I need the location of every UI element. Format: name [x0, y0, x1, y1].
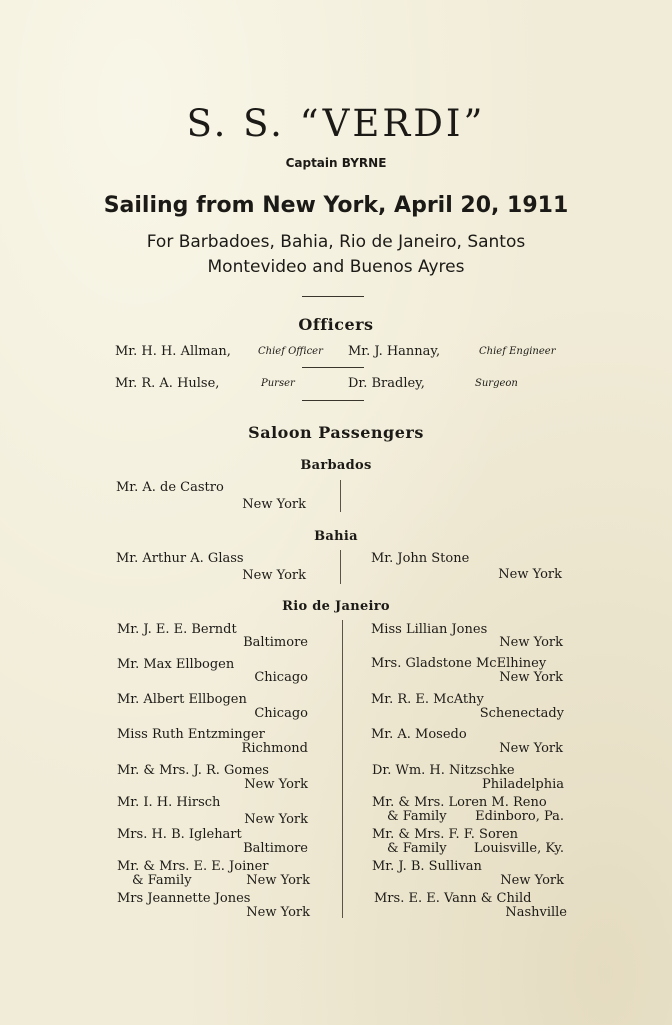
rio-heading: Rio de Janeiro	[282, 599, 390, 614]
officer-title: Chief Officer	[258, 346, 323, 357]
passenger-city: New York	[498, 567, 562, 582]
column-divider	[340, 550, 341, 584]
barbados-heading: Barbados	[300, 458, 372, 473]
passenger-city: Chicago	[254, 670, 308, 685]
passenger-name: Mrs. H. B. Iglehart	[117, 827, 242, 842]
passenger-city: Edinboro, Pa.	[475, 809, 564, 824]
passenger-note: & Family	[387, 841, 447, 856]
passenger-city: Chicago	[254, 706, 308, 721]
officer-title: Surgeon	[475, 378, 518, 389]
passenger-name: Mr. A. de Castro	[116, 480, 224, 495]
passenger-name: Mr. R. E. McAthy	[371, 692, 484, 707]
bahia-heading: Bahia	[314, 529, 358, 544]
passenger-city: Baltimore	[243, 841, 308, 856]
passenger-name: Mrs. E. E. Vann & Child	[374, 891, 532, 906]
destinations-line-1: For Barbadoes, Bahia, Rio de Janeiro, Santos	[146, 232, 526, 252]
divider-rule	[302, 367, 364, 368]
passenger-name: Mrs. Gladstone McElhiney	[371, 656, 547, 671]
officer-title: Purser	[261, 378, 295, 389]
officer-title: Chief Engineer	[479, 346, 556, 357]
officer-name: Mr. J. Hannay,	[348, 344, 441, 359]
divider-rule	[302, 400, 364, 401]
passenger-city: Philadelphia	[482, 777, 564, 792]
passenger-city: New York	[499, 670, 563, 685]
passenger-city: New York	[244, 812, 308, 827]
passenger-name: Mr. & Mrs. E. E. Joiner	[117, 859, 269, 874]
passenger-city: Richmond	[241, 741, 308, 756]
sailing-line: Sailing from New York, April 20, 1911	[103, 193, 569, 218]
column-divider	[342, 620, 343, 918]
officers-heading: Officers	[298, 315, 374, 334]
passenger-city: New York	[242, 497, 306, 512]
passenger-name: Dr. Wm. H. Nitzschke	[372, 763, 515, 778]
passenger-name: Mrs Jeannette Jones	[117, 891, 251, 906]
passenger-name: Mr. Max Ellbogen	[117, 657, 235, 672]
passenger-name: Mr. Arthur A. Glass	[116, 551, 244, 566]
passenger-name: Mr. I. H. Hirsch	[117, 795, 221, 810]
passenger-city: Nashville	[505, 905, 567, 920]
passenger-name: Mr. A. Mosedo	[371, 727, 467, 742]
passenger-name: Miss Ruth Entzminger	[117, 727, 265, 742]
passenger-name: Mr. John Stone	[371, 551, 470, 566]
column-divider	[340, 480, 341, 512]
passenger-city: New York	[246, 905, 310, 920]
passenger-name: Miss Lillian Jones	[371, 622, 488, 637]
passenger-name: Mr. & Mrs. F. F. Soren	[372, 827, 519, 842]
captain-name: Captain BYRNE	[285, 156, 387, 170]
passenger-city: Baltimore	[243, 635, 308, 650]
destinations-line-2: Montevideo and Buenos Ayres	[207, 257, 465, 277]
passenger-name: Mr. & Mrs. J. R. Gomes	[117, 763, 269, 778]
ship-name: S. S. “VERDI”	[186, 102, 486, 145]
officer-name: Mr. H. H. Allman,	[115, 344, 231, 359]
passenger-city: New York	[499, 741, 563, 756]
passenger-name: Mr. & Mrs. Loren M. Reno	[372, 795, 547, 810]
passenger-note: & Family	[132, 873, 192, 888]
passenger-city: New York	[242, 568, 306, 583]
passenger-city: New York	[244, 777, 308, 792]
passenger-city: Louisville, Ky.	[473, 841, 564, 856]
officer-name: Dr. Bradley,	[348, 376, 425, 391]
passenger-name: Mr. J. E. E. Berndt	[117, 622, 237, 637]
passenger-name: Mr. Albert Ellbogen	[117, 692, 247, 707]
passenger-city: New York	[499, 635, 563, 650]
saloon-heading: Saloon Passengers	[248, 423, 424, 442]
passenger-city: New York	[246, 873, 310, 888]
divider-rule	[302, 296, 364, 297]
passenger-note: & Family	[387, 809, 447, 824]
passenger-name: Mr. J. B. Sullivan	[372, 859, 482, 874]
officer-name: Mr. R. A. Hulse,	[115, 376, 220, 391]
passenger-city: New York	[500, 873, 564, 888]
passenger-city: Schenectady	[479, 706, 564, 721]
